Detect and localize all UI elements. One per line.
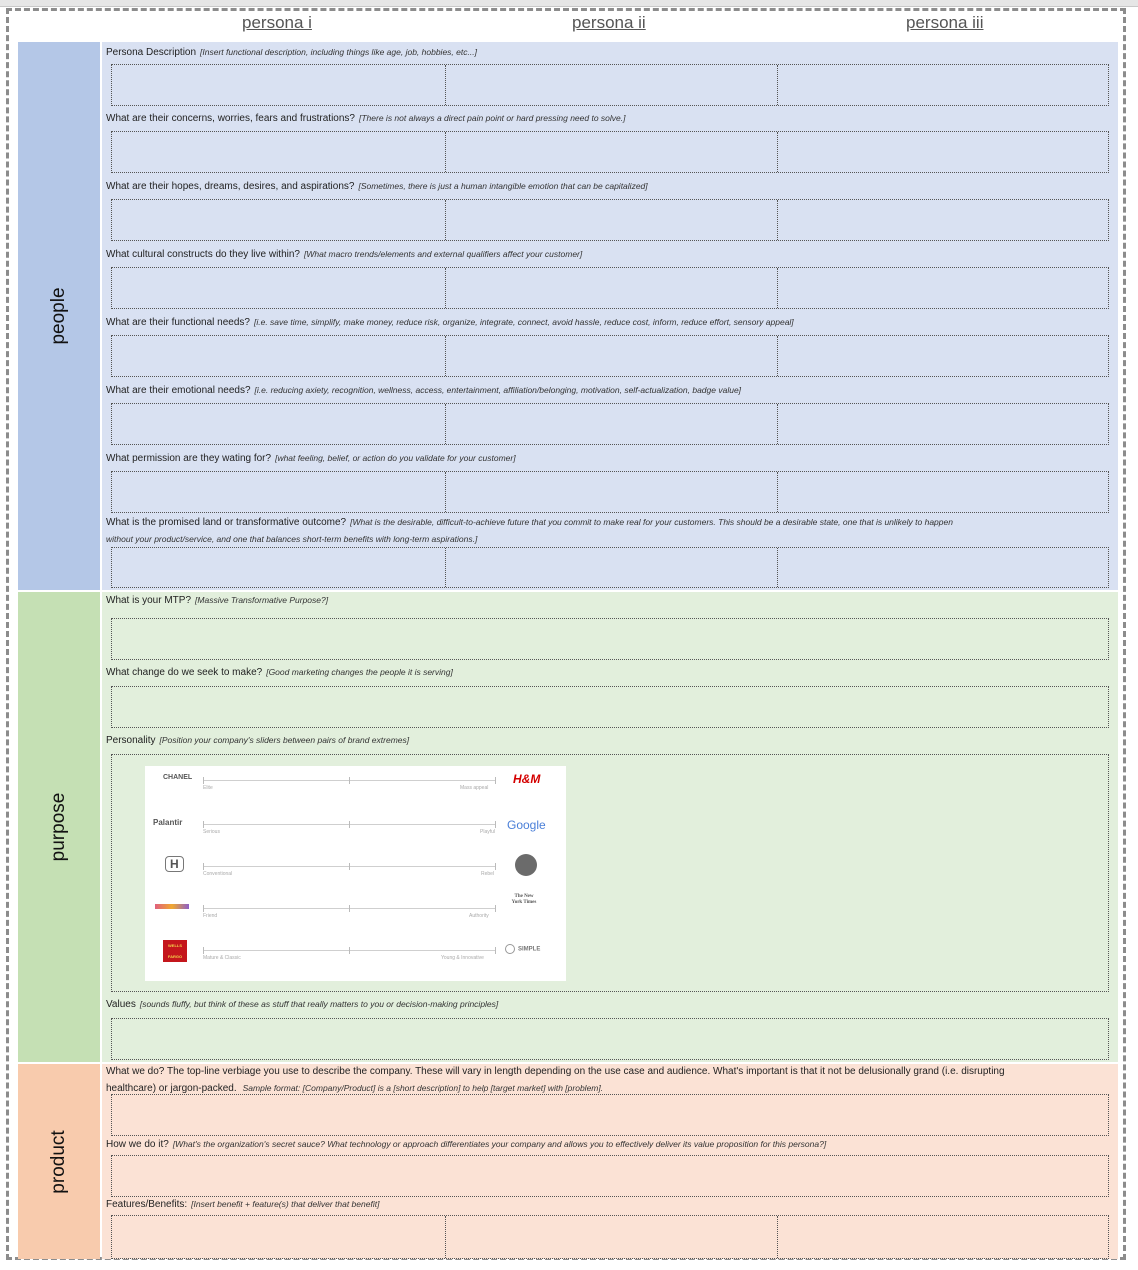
concerns-question xyxy=(106,110,1106,127)
question-hint: [what feeling, belief, or action do you validate for your customer] xyxy=(275,453,516,463)
question-hint: [i.e. reducing axiety, recognition, wellness, access, entertainment, affiliation/belonging, motivation, self-actualization, badge value] xyxy=(254,385,742,395)
slider-left-label: Conventional xyxy=(203,871,233,877)
features-benefits-question xyxy=(106,1196,1106,1213)
permission-answer-row[interactable] xyxy=(111,471,1109,513)
slider-right-label: Authority xyxy=(469,913,489,919)
slider-track xyxy=(203,824,496,825)
question-label: Features/Benefits: xyxy=(106,1199,188,1210)
slider-left-label: Mature & Classic xyxy=(203,955,241,961)
slider-left-label: Elite xyxy=(203,785,213,791)
slider-track xyxy=(203,780,496,781)
question-label: What we do? The top-line verbiage you use to describe the company. These will vary in length depending on the use case and audience. What's important is that it not be delusionally grand (i.e. disrupting xyxy=(106,1066,1005,1077)
functional-needs-question xyxy=(106,314,1106,331)
question-hint: [Sometimes, there is just a human intangible emotion that can be capitalized] xyxy=(358,181,648,191)
question-label: What permission are they wating for? xyxy=(106,453,272,464)
question-label: What is your MTP? xyxy=(106,595,192,606)
slider-right-label: Young & Innovative xyxy=(441,955,484,961)
permission-question xyxy=(106,450,1106,467)
simple-logo xyxy=(505,944,540,954)
slider-row xyxy=(145,766,566,806)
slider-track xyxy=(203,950,496,951)
persona-ii-header: persona ii xyxy=(572,13,646,32)
change-question xyxy=(106,664,1106,681)
personality-sliders-image xyxy=(145,766,566,981)
question-label: How we do it? xyxy=(106,1139,169,1150)
question-label: Values xyxy=(106,999,136,1010)
question-label: What change do we seek to make? xyxy=(106,667,263,678)
mtp-answer-box[interactable] xyxy=(111,618,1109,660)
cultural-constructs-answer-row[interactable] xyxy=(111,267,1109,309)
how-we-do-it-question xyxy=(106,1136,1106,1153)
product-label-text: product xyxy=(48,1129,69,1194)
slider-track xyxy=(203,866,496,867)
question-label: Persona Description xyxy=(106,47,197,58)
change-answer-box[interactable] xyxy=(111,686,1109,728)
hopes-answer-row[interactable] xyxy=(111,199,1109,241)
question-hint: [i.e. save time, simplify, make money, reduce risk, organize, integrate, connect, avoid hassle, reduce cost, inform, reduce effort, sensory appeal] xyxy=(253,317,794,327)
question-hint: [Insert functional description, including things like age, job, hobbies, etc...] xyxy=(200,47,477,57)
emotional-needs-question xyxy=(106,382,1106,399)
google-logo: Google xyxy=(507,818,546,832)
chanel-logo: CHANEL xyxy=(163,774,193,781)
slider-left-label: Serious xyxy=(203,829,220,835)
simple-logo-text: SIMPLE xyxy=(518,946,541,953)
window-top-strip xyxy=(0,0,1138,7)
question-hint: [Massive Transformative Purpose?] xyxy=(195,595,329,605)
promised-land-question xyxy=(106,514,1106,548)
cultural-constructs-question xyxy=(106,246,1106,263)
slider-right-label: Mass appeal xyxy=(460,785,489,791)
persona-description-answer-row[interactable] xyxy=(111,64,1109,106)
emotional-needs-answer-row[interactable] xyxy=(111,403,1109,445)
slider-right-label: Playful xyxy=(480,829,496,835)
palantir-logo: Palantir xyxy=(153,818,183,827)
question-label: What are their emotional needs? xyxy=(106,385,251,396)
mtp-question xyxy=(106,592,1106,609)
persona-i-header: persona i xyxy=(242,13,312,32)
question-label: What are their concerns, worries, fears and frustrations? xyxy=(106,113,355,124)
simple-circle-icon xyxy=(505,944,515,954)
question-hint: [sounds fluffy, but think of these as stuff that really matters to you or decision-making principles] xyxy=(139,999,499,1009)
question-hint: [There is not always a direct pain point or hard pressing need to solve.] xyxy=(359,113,626,123)
persona-iii-header: persona iii xyxy=(906,13,984,32)
question-hint: [Insert benefit + feature(s) that deliver that benefit] xyxy=(191,1199,380,1209)
question-hint: [Position your company's sliders between pairs of brand extremes] xyxy=(159,735,410,745)
slider-row xyxy=(145,810,566,850)
question-label: What are their hopes, dreams, desires, and aspirations? xyxy=(106,181,355,192)
question-label: What cultural constructs do they live within? xyxy=(106,249,300,260)
tesla-logo xyxy=(515,854,537,876)
slider-right-label: Rebel xyxy=(481,871,495,877)
people-section-label xyxy=(18,42,100,590)
question-hint: [What's the organization's secret sauce? What technology or approach differentiates your company and allows you to effectively deliver its value proposition for this persona?] xyxy=(172,1139,827,1149)
question-hint: Sample format: [Company/Product] is a [short description] to help [target market] with [problem]. xyxy=(242,1083,604,1093)
how-we-do-it-answer-box[interactable] xyxy=(111,1155,1109,1197)
purpose-label-text: purpose xyxy=(48,792,69,862)
question-hint: [What macro trends/elements and external qualifiers affect your customer] xyxy=(303,249,583,259)
slider-row xyxy=(145,936,566,976)
concerns-answer-row[interactable] xyxy=(111,131,1109,173)
people-label-text: people xyxy=(48,287,69,345)
hopes-question xyxy=(106,178,1106,195)
product-section-label xyxy=(18,1064,100,1259)
persona-description-question xyxy=(106,44,1106,61)
what-we-do-question xyxy=(106,1064,1106,1097)
nyt-logo: The New York Times xyxy=(511,894,537,905)
honda-logo: H xyxy=(165,856,184,872)
slider-left-label: Friend xyxy=(203,913,218,919)
question-hint-continued: without your product/service, and one that balances short-term benefits with long-term aspirations.] xyxy=(106,534,478,544)
question-label: What is the promised land or transformative outcome? xyxy=(106,517,347,528)
promised-land-answer-row[interactable] xyxy=(111,547,1109,588)
wells-fargo-logo: WELLS FARGO xyxy=(163,940,187,962)
question-label: What are their functional needs? xyxy=(106,317,250,328)
features-benefits-answer-row[interactable] xyxy=(111,1215,1109,1259)
slider-row xyxy=(145,852,566,892)
slider-track xyxy=(203,908,496,909)
functional-needs-answer-row[interactable] xyxy=(111,335,1109,377)
purpose-section-label xyxy=(18,592,100,1062)
question-hint: [Good marketing changes the people it is serving] xyxy=(266,667,453,677)
hm-logo: H&M xyxy=(513,772,541,786)
question-label-continued: healthcare) or jargon-packed. xyxy=(106,1083,237,1094)
values-question xyxy=(106,996,1106,1013)
what-we-do-answer-box[interactable] xyxy=(111,1094,1109,1136)
personality-question xyxy=(106,732,1106,749)
question-label: Personality xyxy=(106,735,156,746)
question-hint: [What is the desirable, difficult-to-achieve future that you commit to make real for your customers. This should be a desirable state, one that is unlikely to happen xyxy=(350,517,953,527)
colorful-brand-logo xyxy=(155,904,189,909)
slider-row xyxy=(145,894,566,934)
values-answer-box[interactable] xyxy=(111,1018,1109,1060)
